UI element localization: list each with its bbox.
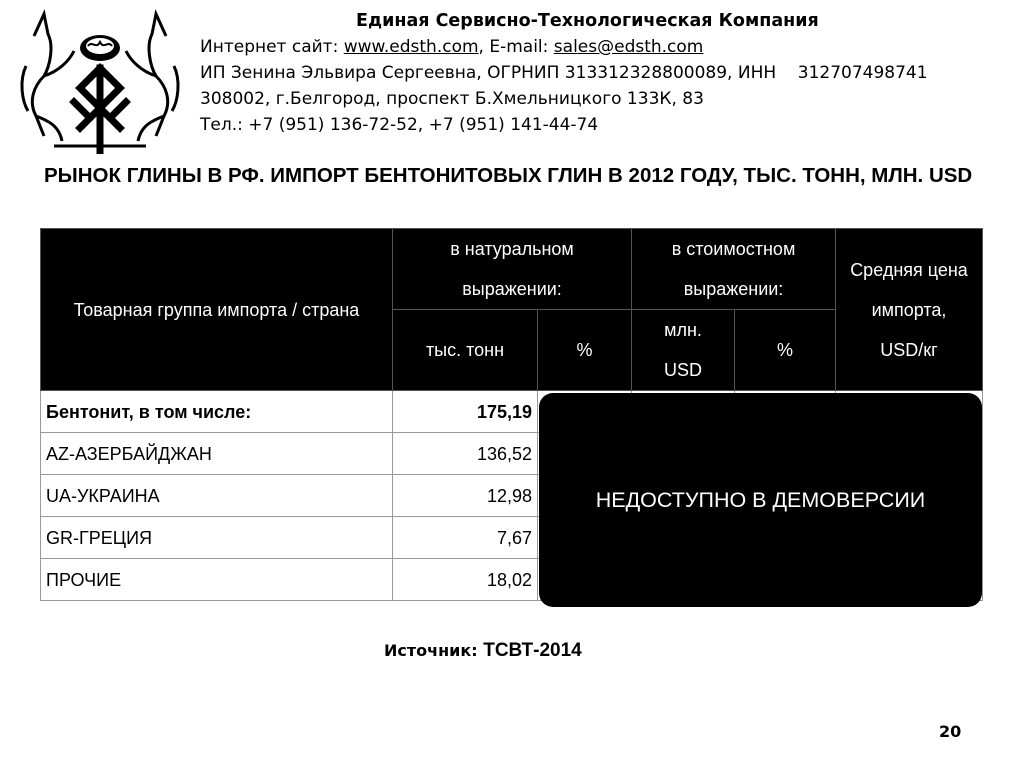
row-tons: 18,02 [393,559,538,601]
header-group: Товарная группа импорта / страна [41,229,393,391]
entrepreneur-line: ИП Зенина Эльвира Сергеевна, ОГРНИП 313312328800089, ИНН 312707498741 [200,63,928,83]
header-pct-value: % [735,310,836,391]
source-value: ТСВТ-2014 [483,640,582,661]
header-avg-price: Средняя цена импорта, USD/кг [836,229,983,391]
emblem-icon [14,6,186,154]
source-note [384,640,582,662]
row-tons: 175,19 [393,391,538,433]
page-number: 20 [939,722,962,741]
phone-line: Тел.: +7 (951) 136-72-52, +7 (951) 141-44-74 [200,115,599,135]
row-name: Бентонит, в том числе: [41,391,393,433]
company-logo [14,6,186,154]
header-pct-natural: % [538,310,632,391]
email-link[interactable]: sales@edsth.com [553,37,704,57]
row-name: AZ-АЗЕРБАЙДЖАН [41,433,393,475]
company-name: Единая Сервисно-Технологическая Компания [356,11,819,31]
row-name: UA-УКРАИНА [41,475,393,517]
row-name: ПРОЧИЕ [41,559,393,601]
row-tons: 136,52 [393,433,538,475]
source-label: Источник: [384,641,484,660]
row-tons: 12,98 [393,475,538,517]
demo-overlay [539,393,982,607]
page-title: РЫНОК ГЛИНЫ В РФ. ИМПОРТ БЕНТОНИТОВЫХ ГЛИН В 2012 ГОДУ, ТЫС. ТОНН, МЛН. USD [44,164,973,187]
header-value: в стоимостном выражении: [632,229,836,310]
demo-overlay-text: НЕДОСТУПНО В ДЕМОВЕРСИИ [595,487,926,512]
site-prefix: Интернет сайт: [200,37,344,57]
row-tons: 7,67 [393,517,538,559]
header-musd: млн. USD [632,310,735,391]
website-line [200,34,1000,60]
company-header [200,8,1000,138]
email-prefix: , E-mail: [478,37,554,57]
header-tons: тыс. тонн [393,310,538,391]
website-link[interactable]: www.edsth.com [343,37,479,57]
header-natural: в натуральном выражении: [393,229,632,310]
address-line: 308002, г.Белгород, проспект Б.Хмельницкого 133К, 83 [200,89,704,109]
row-name: GR-ГРЕЦИЯ [41,517,393,559]
